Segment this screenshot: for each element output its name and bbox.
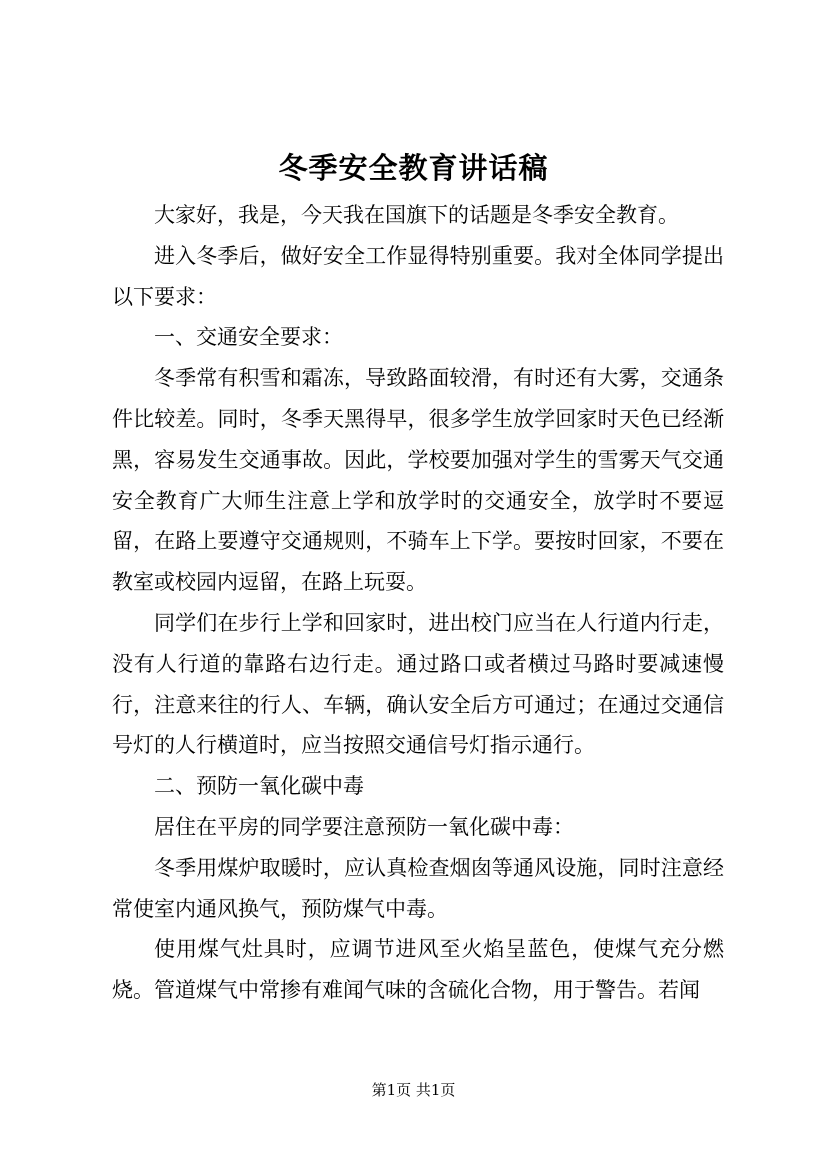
paragraph: 大家好，我是，今天我在国旗下的话题是冬季安全教育。 <box>154 203 679 227</box>
document-body <box>112 195 724 1011</box>
section-heading: 一、交通安全要求： <box>154 325 343 350</box>
page-footer <box>0 1080 827 1100</box>
document-title: 冬季安全教育讲话稿 <box>278 151 549 185</box>
paragraph: 进入冬季后，做好安全工作显得特别重要。我对全体同学提出以下要求： <box>112 243 724 309</box>
page-number-label: 第1页 共1页 <box>371 1081 456 1099</box>
paragraph: 居住在平房的同学要注意预防一氧化碳中毒： <box>154 814 574 839</box>
paragraph: 冬季常有积雪和霜冻，导致路面较滑，有时还有大雾，交通条件比较差。同时，冬季天黑得早，很多学生放学回家时天色已经渐黑，容易发生交通事故。因此，学校要加强对学生的雪雾天气交通安全教育广大师生注意上学和放学时的交通安全，放学时不要逗留，在路上要遵守交通规则，不骑车上下学。要按时回家，不要在教室或校园内逗留，在路上玩耍。 <box>112 366 724 595</box>
paragraph: 同学们在步行上学和回家时，进出校门应当在人行道内行走，没有人行道的靠路右边行走。通过路口或者横过马路时要减速慢行，注意来往的行人、车辆，确认安全后方可通过；在通过交通信号灯的人行横道时，应当按照交通信号灯指示通行。 <box>112 610 724 758</box>
paragraph: 使用煤气灶具时，应调节进风至火焰呈蓝色，使煤气充分燃烧。管道煤气中常掺有难闻气味的含硫化合物，用于警告。若闻 <box>112 937 724 1003</box>
section-heading: 二、预防一氧化碳中毒 <box>154 774 364 799</box>
paragraph: 冬季用煤炉取暖时，应认真检查烟囱等通风设施，同时注意经常使室内通风换气，预防煤气中毒。 <box>112 855 724 921</box>
